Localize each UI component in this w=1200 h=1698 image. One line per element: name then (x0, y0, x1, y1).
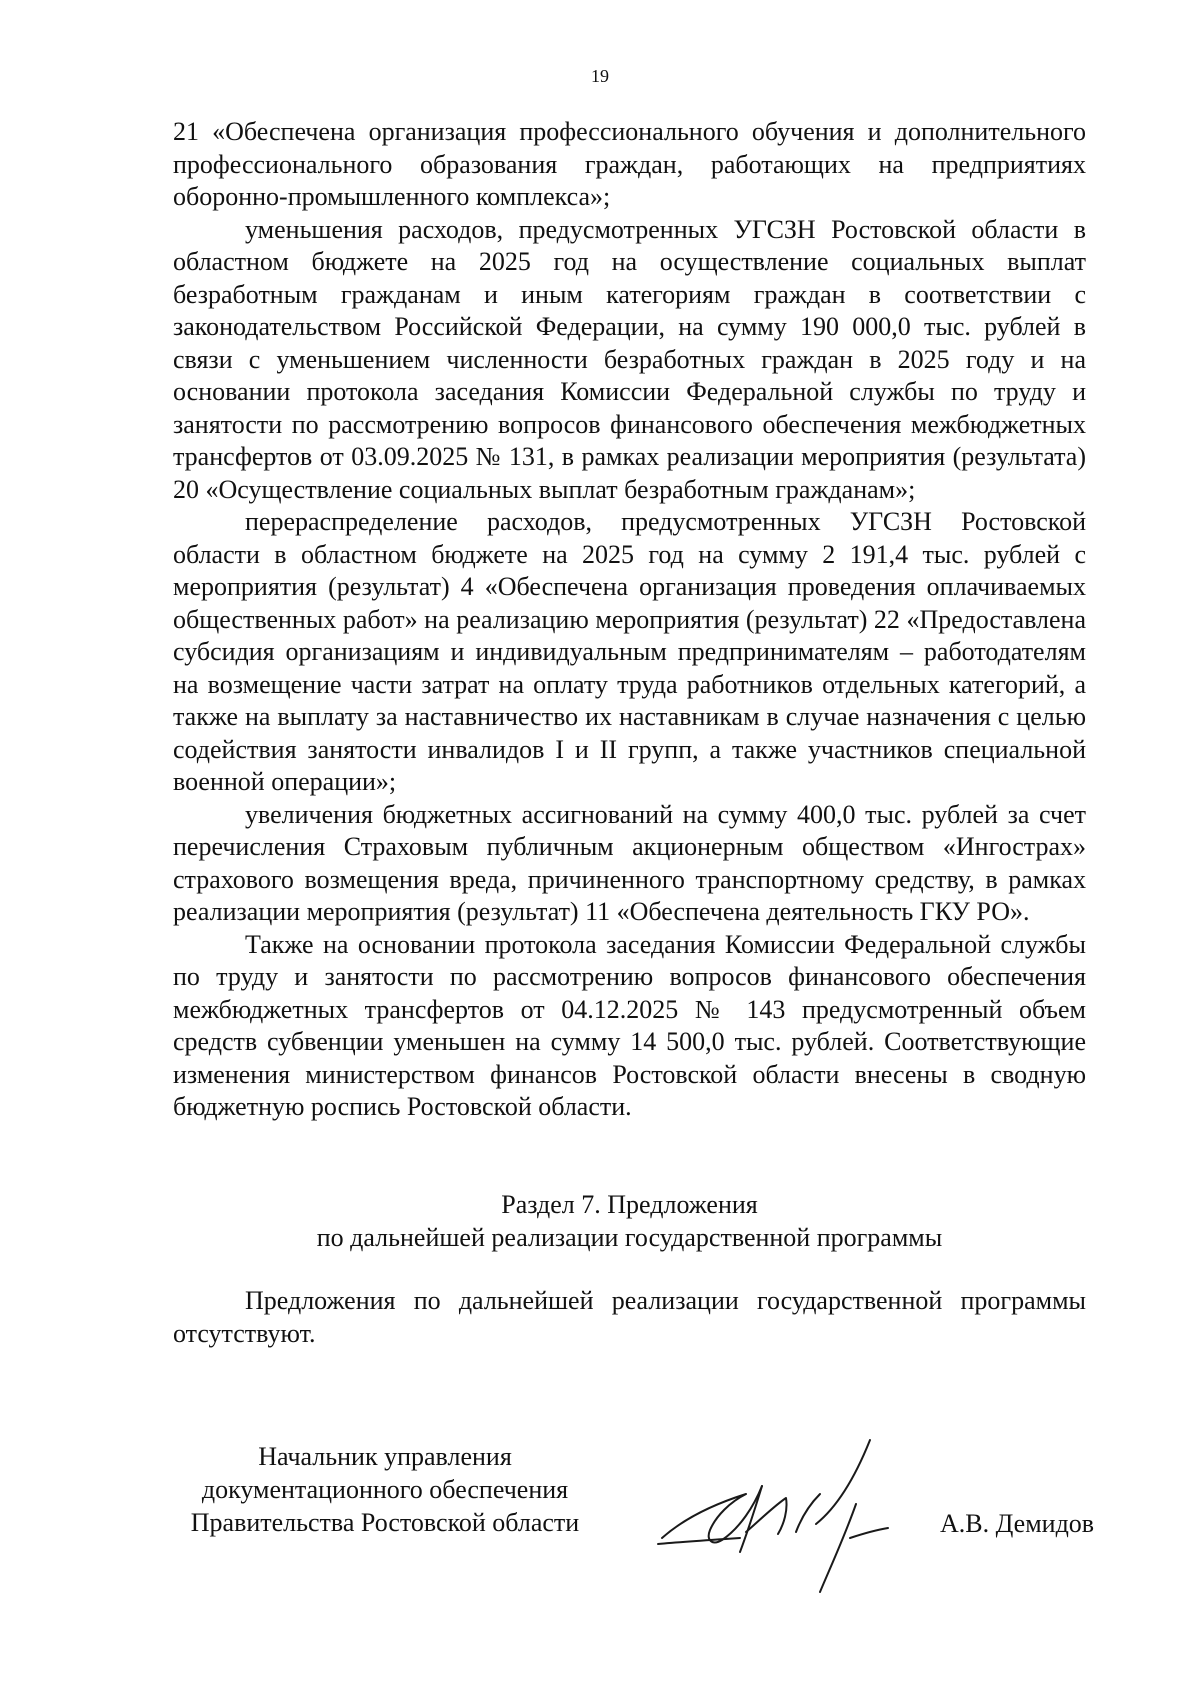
paragraph-2: уменьшения расходов, предусмотренных УГСЗН Ростовской области в областном бюджете на 2025 год на осуществление социальных выплат безработным гражданам и иным категориям граждан в соответствии с законодательством Российской Федерации, на сумму 190 000,0 тыс. рублей в связи с уменьшением численности безработных граждан в 2025 году и на основании протокола заседания Комиссии Федеральной службы по труду и занятости по рассмотрению вопросов финансового обеспечения межбюджетных трансфертов от 03.09.2025 № 131, в рамках реализации мероприятия (результата) 20 «Осуществление социальных выплат безработным гражданам»; (173, 214, 1086, 504)
signer-position-line-1: Начальник управления (258, 1442, 512, 1471)
signer-name: А.В. Демидов (940, 1509, 1095, 1538)
signer-position-line-2: документационного обеспечения (201, 1475, 569, 1504)
signer-position-line-3: Правительства Ростовской области (190, 1508, 580, 1537)
section-heading (173, 1188, 1086, 1254)
handwritten-signature (650, 1420, 930, 1620)
section-heading-line-1: Раздел 7. Предложения (501, 1190, 758, 1219)
paragraph-4: увеличения бюджетных ассигнований на сумму 400,0 тыс. рублей за счет перечисления Страховым публичным акционерным обществом «Ингострах» страхового возмещения вреда, причиненного транспортному средству, в рамках реализации мероприятия (результат) 11 «Обеспечена деятельность ГКУ РО». (173, 799, 1086, 926)
paragraph-1: 21 «Обеспечена организация профессионального обучения и дополнительного профессионального образования граждан, работающих на предприятиях оборонно-промышленного комплекса»; (173, 117, 1086, 211)
page-number: 19 (591, 66, 609, 86)
paragraph-3: перераспределение расходов, предусмотренных УГСЗН Ростовской области в областном бюджете на 2025 год на сумму 2 191,4 тыс. рублей с мероприятия (результат) 4 «Обеспечена организация проведения оплачиваемых общественных работ» на реализацию мероприятия (результат) 22 «Предоставлена субсидия организациям и индивидуальным предпринимателям – работодателям на возмещение части затрат на оплату труда работников отдельных категорий, а также на выплату за наставничество их наставникам в случае назначения с целью содействия занятости инвалидов I и II групп, а также участников специальной военной операции»; (173, 507, 1086, 796)
signer-position (150, 1440, 620, 1539)
paragraph-5: Также на основании протокола заседания Комиссии Федеральной службы по труду и занятости по рассмотрению вопросов финансового обеспечения межбюджетных трансфертов от 04.12.2025 № 143 предусмотренный объем средств субвенции уменьшен на сумму 14 500,0 тыс. рублей. Соответствующие изменения министерством финансов Ростовской области внесены в сводную бюджетную роспись Ростовской области. (173, 929, 1086, 1121)
section-text: Предложения по дальнейшей реализации государственной программы отсутствуют. (173, 1286, 1086, 1348)
section-heading-line-2: по дальнейшей реализации государственной программы (316, 1223, 943, 1252)
document-body (173, 116, 1086, 1124)
